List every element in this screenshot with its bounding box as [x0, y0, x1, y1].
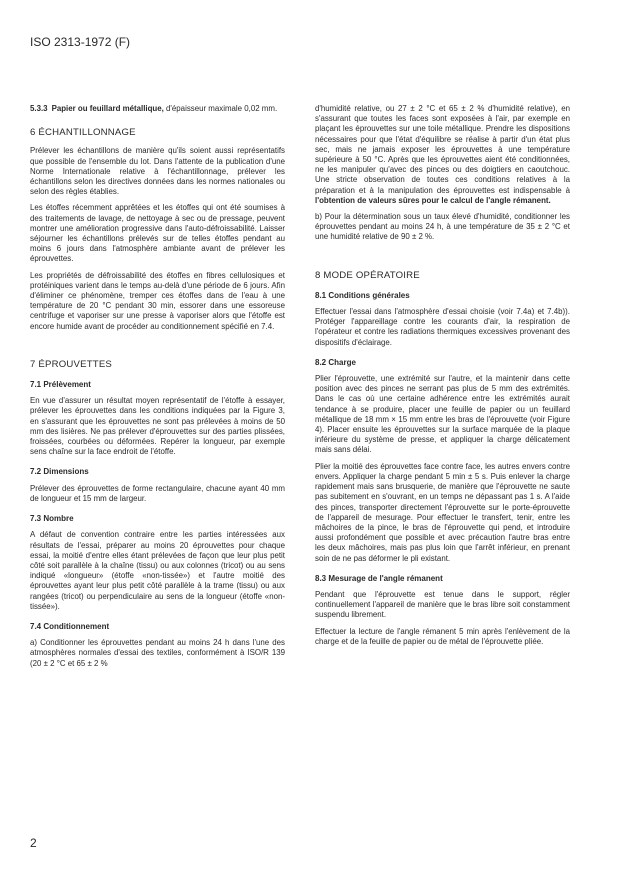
heading-8-2: 8.2 Charge	[315, 357, 356, 367]
section-number: 5.3.3	[30, 104, 48, 113]
paragraph: En vue d'assurer un résultat moyen représentatif de l'étoffe à essayer, prélever les éprouvettes dans les conditions indiquées par la Figure 3, en s'assurant que les éprouvettes ne sont pas prélevées à moins de 50 mm des lisières. Ne pas prélever d'éprouvettes sur des parties plissées, froissées, courbées ou déformées. Repérer la longueur, par exemple sens chaîne sur la face endroit de l'étoffe.	[30, 396, 285, 457]
paragraph-continued	[315, 104, 570, 206]
section-text: d'épaisseur maximale 0,02 mm.	[163, 104, 278, 113]
heading-8-3: 8.3 Mesurage de l'angle rémanent	[315, 573, 443, 583]
page-header: ISO 2313-1972 (F)	[30, 35, 131, 49]
page-number: 2	[30, 836, 37, 850]
paragraph: A défaut de convention contraire entre les parties intéressées aux résultats de l'essai, préparer au moins 20 éprouvettes pour chaque essai, la moitié d'entre elles étant prélevées de façon que leur plus petit côté soit parallèle à la chaîne (tissu) ou aux colonnes (tricot) ou au sens indiqué «longueur» (étoffe «non-tissée») et l'autre moitié des éprouvettes ayant leur plus petit côté parallèle à la trame (tissu) ou aux rangées (tricot) ou perpendiculaire au sens de la longueur (étoffe «non-tissée»).	[30, 530, 285, 611]
paragraph-text: d'humidité relative, ou 27 ± 2 °C et 65 ± 2 % d'humidité relative), en s'assurant que toutes les faces sont exposées à l'air, par exemple en plaçant les éprouvettes sur une toile métallique. Prendre les dispositions nécessaires pour que l'état d'équilibre se réalise à partir d'un état plus sec, mais ne jamais exposer les éprouvettes à une température supérieure à 50 °C. Après que les éprouvettes aient été conditionnées, ne les manipuler qu'avec des pinces ou des doigtiers en caoutchouc. Une stricte observation de toutes ces conditions relatives à la préparation et à la manipulation des éprouvettes est indispensable à	[315, 104, 570, 195]
paragraph: Effectuer l'essai dans l'atmosphère d'essai choisie (voir 7.4a) et 7.4b)). Protéger l'appareillage contre les courants d'air, la respiration de l'opérateur et contre les radiations thermiques excessives provenant des dispositifs d'éclairage.	[315, 307, 570, 347]
paragraph: Prélever des éprouvettes de forme rectangulaire, chacune ayant 40 mm de longueur et 15 mm de largeur.	[30, 483, 285, 503]
heading-7-2: 7.2 Dimensions	[30, 467, 89, 477]
section-5-3-3	[30, 104, 285, 114]
paragraph-bold-text: l'obtention de valeurs sûres pour le calcul de l'angle rémanent.	[315, 195, 551, 205]
paragraph: Pendant que l'éprouvette est tenue dans le support, régler continuellement l'appareil de manière que le bras libre soit constamment suspendu librement.	[315, 589, 570, 620]
paragraph: Les étoffes récemment apprêtées et les étoffes qui ont été soumises à des traitements de lavage, de nettoyage à sec ou de pressage, peuvent montrer une amélioration progressive dans l'auto-défroissabilité. Laisser séjourner les échantillons prélevés sur de telles étoffes pendant au moins 6 jours dans l'atmosphère ambiante avant de prélever les éprouvettes.	[30, 203, 285, 264]
paragraph: Plier la moitié des éprouvettes face contre face, les autres envers contre envers. Appliquer la charge pendant 5 min ± 5 s. Puis enlever la charge rapidement mais sans brusquerie, de manière que l'éprouvette ne saute pas subitement en s'ouvrant, en un temps ne dépassant pas 1 s. A l'aide des pinces, transporter directement l'éprouvette sur le porte-éprouvette de l'appareil de mesurage. Pour effectuer le transfert, tenir, entre les mâchoires de la pince, le bras de l'éprouvette qui pend, et introduire aussi profondément que possible et avec précaution l'autre bras entre les deux mâchoires, mais pas plus loin que l'arrêt inférieur, en prenant soin de ne pas déformer le pli existant.	[315, 461, 570, 563]
paragraph: Effectuer la lecture de l'angle rémanent 5 min après l'enlèvement de la charge et de la feuille de papier ou de métal de l'éprouvette pliée.	[315, 626, 570, 646]
paragraph: Les propriétés de défroissabilité des étoffes en fibres cellulosiques et protéiniques varient dans le temps au-delà d'une période de 6 jours. Afin d'éliminer ce phénomène, tremper ces étoffes dans de l'eau à une température de 20 °C pendant 30 min, essorer dans une essoreuse centrifuge et vaporiser sur une presse à vaporiser alors que l'étoffe est encore humide avant de procéder au conditionnement spécifié en 7.4.	[30, 270, 285, 331]
paragraph: Prélever les échantillons de manière qu'ils soient aussi représentatifs que possible de l'ensemble du lot. Dans l'attente de la publication d'une Norme Internationale relative à l'échantillonnage, prélever les échantillons selon les directives données dans les normes nationales ou selon des règles établies.	[30, 146, 285, 197]
heading-7-1: 7.1 Prélèvement	[30, 380, 91, 390]
paragraph: b) Pour la détermination sous un taux élevé d'humidité, conditionner les éprouvettes pendant au moins 24 h, à une température de 35 ± 2 °C et une humidité relative de 90 ± 2 %.	[315, 212, 570, 242]
heading-8: 8 MODE OPÉRATOIRE	[315, 269, 420, 281]
heading-7: 7 ÉPROUVETTES	[30, 358, 113, 370]
paragraph: Plier l'éprouvette, une extrémité sur l'autre, et la maintenir dans cette position avec des pinces ne serrant pas plus de 5 mm des extrémités. Dans le cas où une certaine adhérence entre les extrémités aurait tendance à se produire, placer une feuille de papier ou un feuillard métallique de 18 mm × 15 mm entre les bras de l'éprouvette (voir Figure 4). Placer ensuite les éprouvettes sur la surface marquée de la plaque inférieure du système de presse, et appliquer la charge délicatement mais sans délai.	[315, 374, 570, 455]
right-column	[315, 104, 570, 653]
heading-6: 6 ÉCHANTILLONNAGE	[30, 127, 136, 139]
left-column	[30, 104, 285, 675]
heading-8-1: 8.1 Conditions générales	[315, 290, 410, 300]
heading-7-3: 7.3 Nombre	[30, 514, 74, 524]
paragraph: a) Conditionner les éprouvettes pendant au moins 24 h dans l'une des atmosphères normales d'essai des textiles, conformément à ISO/R 139 (20 ± 2 °C et 65 ± 2 %	[30, 638, 285, 668]
section-title: Papier ou feuillard métallique,	[51, 104, 164, 113]
heading-7-4: 7.4 Conditionnement	[30, 621, 110, 631]
